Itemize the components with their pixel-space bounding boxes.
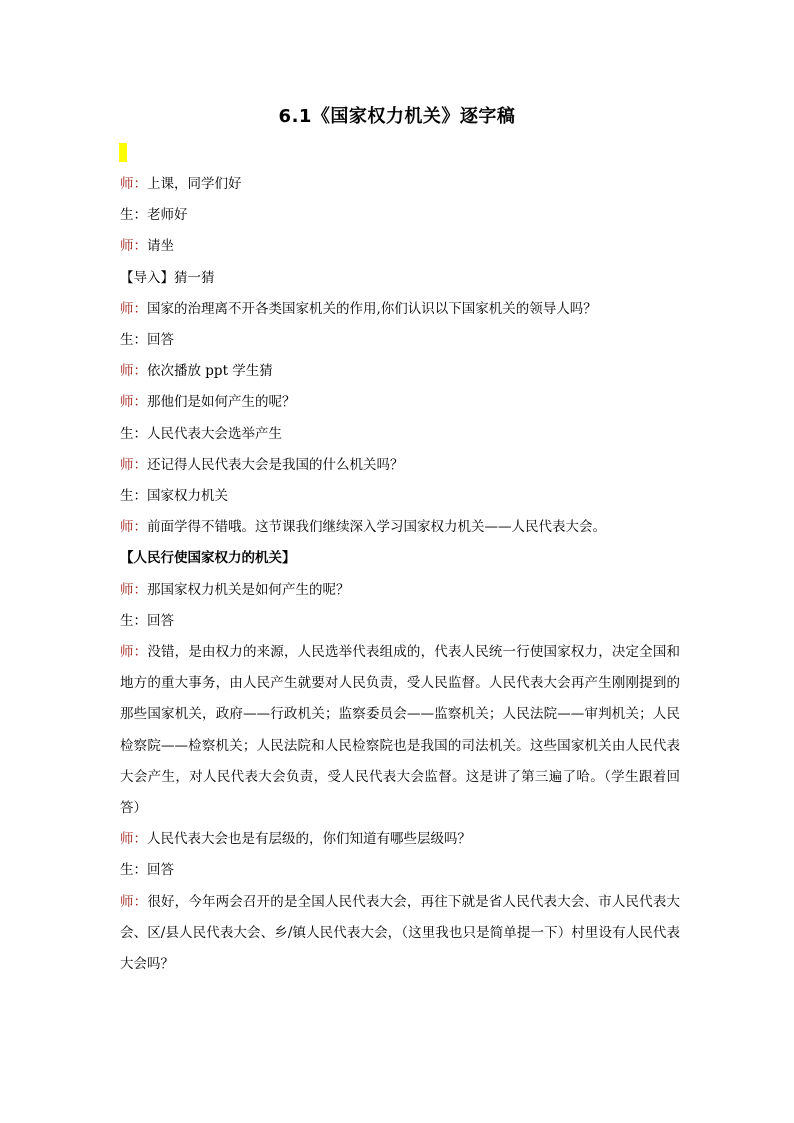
teacher-label: 师： [120,363,147,380]
teacher-label: 师： [120,394,147,411]
teacher-label: 师： [120,831,147,848]
student-label: 生： [120,862,147,879]
transcript-line [120,855,680,886]
transcript-line [120,387,680,418]
transcript-line [120,824,680,855]
line-text: 没错，是由权力的来源，人民选举代表组成的，代表人民统一行使国家权力，决定全国和地方的重大事务，由人民产生就要对人民负责，受人民监督。人民代表大会再产生刚刚提到的那些国家机关，政府——行政机关；监察委员会——监察机关；人民法院——审判机关；人民检察院——检察机关；人民法院和人民检察院也是我国的司法机关。这些国家机关由人民代表大会产生，对人民代表大会负责，受人民代表大会监督。这是讲了第三遍了哈。（学生跟着回答） [120,644,681,817]
line-text: 还记得人民代表大会是我国的什么机关吗？ [147,456,404,473]
line-text: 请坐 [147,238,174,255]
transcript-line [120,356,680,387]
teacher-label: 师： [120,519,147,536]
document-title: 6.1《国家权力机关》逐字稿 [278,106,516,127]
line-text: 老师好 [147,207,188,224]
transcript-line [120,575,680,606]
line-text: 回答 [147,332,174,349]
teacher-label: 师： [120,238,147,255]
transcript-line [120,325,680,356]
teacher-label: 师： [120,300,147,317]
teacher-label: 师： [120,893,148,910]
line-text: 国家的治理离不开各类国家机关的作用,你们认识以下国家机关的领导人吗？ [147,300,597,317]
section-heading-intro: 【导入】猜一猜 [120,269,215,286]
transcript-line [120,481,680,512]
section-heading-power-organ: 【人民行使国家权力的机关】 [120,550,296,567]
teacher-label: 师： [120,176,147,192]
line-text: 依次播放 ppt 学生猜 [147,363,273,380]
transcript-line [120,887,680,981]
highlight-marker [119,143,127,162]
student-label: 生： [120,207,147,224]
line-text: 前面学得不错哦。这节课我们继续深入学习国家权力机关——人民代表大会。 [147,519,606,536]
line-text: 回答 [147,862,174,879]
transcript-line [120,231,680,262]
transcript-line [120,512,680,543]
student-label: 生： [120,612,147,629]
transcript-line [120,419,680,450]
line-text: 很好，今年两会召开的是全国人民代表大会，再往下就是省人民代表大会、市人民代表大会、区/县人民代表大会、乡/镇人民代表大会，（这里我也只是简单提一下）村里设有人民代表大会吗？ [120,893,681,973]
line-text: 国家权力机关 [147,488,228,505]
transcript-line [120,450,680,481]
teacher-label: 师： [120,644,148,661]
student-label: 生： [120,488,147,505]
line-text: 上课，同学们好 [147,176,242,192]
transcript-line [120,606,680,637]
line-text: 那他们是如何产生的呢？ [147,394,296,411]
teacher-label: 师： [120,581,147,598]
transcript-line [120,294,680,325]
line-text: 那国家权力机关是如何产生的呢？ [147,581,350,598]
student-label: 生： [120,332,147,349]
transcript-body [120,169,680,980]
line-text: 人民代表大会也是有层级的，你们知道有哪些层级吗？ [147,831,471,848]
transcript-line [120,169,680,200]
teacher-label: 师： [120,456,147,473]
student-label: 生： [120,425,147,442]
transcript-line [120,200,680,231]
line-text: 人民代表大会选举产生 [147,425,282,442]
transcript-line [120,637,680,824]
line-text: 回答 [147,612,174,629]
